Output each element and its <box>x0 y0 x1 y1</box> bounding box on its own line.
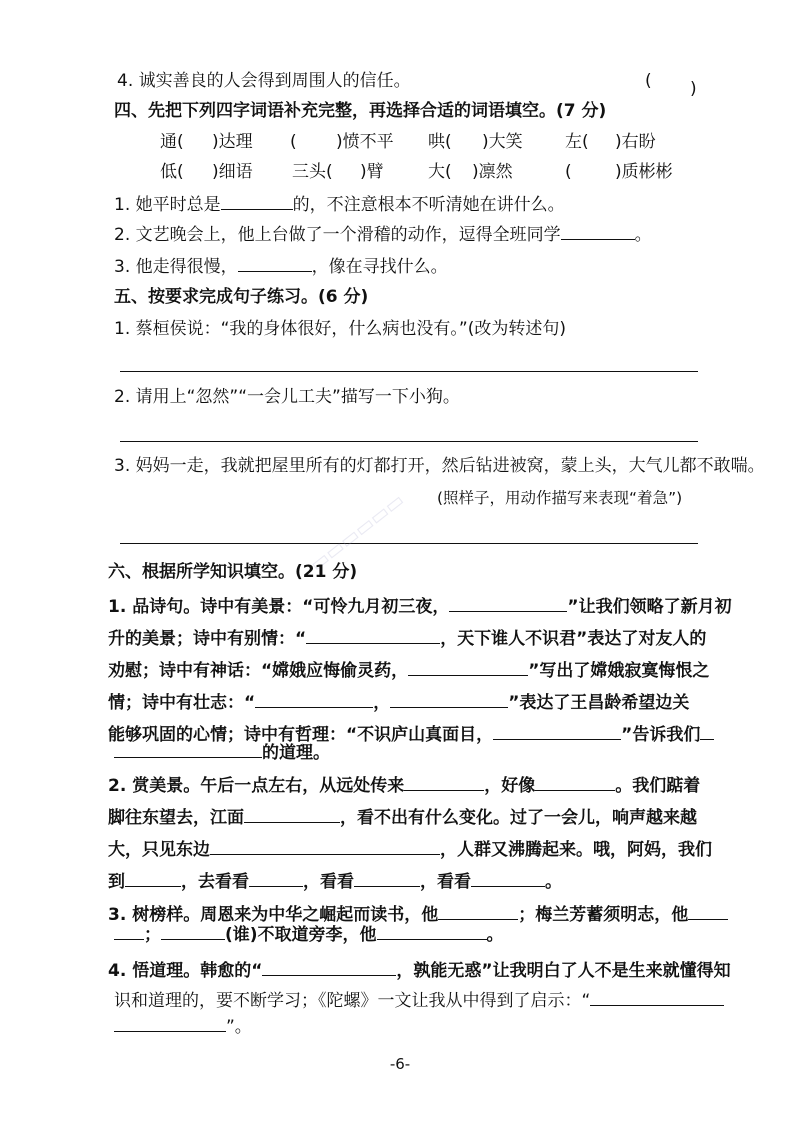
sec6-p2-blank-7[interactable] <box>354 869 420 887</box>
sec6-p2-line3 <box>108 837 712 861</box>
sec4-q2-text-b: 。 <box>634 225 652 245</box>
sec6-p3-l2-text-c: (谁)不取道旁李，他 <box>225 925 377 945</box>
idiom-3-part-b: )大笑 <box>482 132 523 152</box>
sec6-p2-blank-3[interactable] <box>244 805 340 823</box>
sec6-p1-l4-text-a: 情；诗中有壮志：“ <box>108 693 256 713</box>
q4-text: 4. 诚实善良的人会得到周围人的信任。 <box>117 71 411 91</box>
sec6-p2-l3-text-b: ，人群又沸腾起来。哦，阿妈，我们 <box>440 840 712 860</box>
sec6-p2-l2-text-b: ，看不出有什么变化。过了一会儿，响声越来越 <box>340 808 697 828</box>
sec4-q2 <box>114 222 652 246</box>
sec6-p1-blank-1[interactable] <box>449 594 567 612</box>
sec6-p2-blank-5[interactable] <box>125 869 181 887</box>
sec6-p1-line3 <box>108 658 709 682</box>
idiom-7-part-b: )凛然 <box>472 162 513 182</box>
sec5-q3: 3. 妈妈一走，我就把屋里所有的灯都打开，然后钻进被窝，蒙上头，大气儿都不敢喘。 <box>114 456 765 476</box>
sec4-q3-text-a: 3. 他走得很慢， <box>114 257 238 277</box>
sec6-p1-l6-text-b: 的道理。 <box>262 743 330 763</box>
idiom-2-part-a: ( <box>290 132 297 152</box>
sec6-p2-blank-6[interactable] <box>249 869 303 887</box>
sec4-q2-text-a: 2. 文艺晚会上，他上台做了一个滑稽的动作，逗得全班同学 <box>114 225 561 245</box>
q4-answer-paren-open: ( <box>645 71 652 91</box>
sec6-p2-l2-text-a: 脚往东望去，江面 <box>108 808 244 828</box>
section-6-title: 六、根据所学知识填空。(21 分) <box>108 562 358 582</box>
idiom-6-part-b: )臂 <box>360 162 384 182</box>
sec6-p1-l3-text-b: ”写出了嫦娥寂寞悔恨之 <box>528 661 710 681</box>
section-5-title: 五、按要求完成句子练习。(6 分) <box>114 287 369 307</box>
sec6-p1-line2 <box>108 626 706 650</box>
sec5-q1-answer-line[interactable] <box>120 371 698 372</box>
sec6-p3-l1-text-a: 3. 树榜样。周恩来为中华之崛起而读书，他 <box>108 905 439 925</box>
idiom-6-part-a: 三头( <box>292 162 333 182</box>
idiom-5-part-b: )细语 <box>212 162 253 182</box>
sec6-p4-line1 <box>108 958 731 982</box>
sec6-p1-l5-text-a: 能够巩固的心情；诗中有哲理：“不识庐山真面目， <box>108 725 494 745</box>
idiom-3-part-a: 哄( <box>428 132 452 152</box>
sec6-p1-l2-text-b: ，天下谁人不识君”表达了对友人的 <box>440 629 707 649</box>
sec6-p3-blank-2b[interactable] <box>114 922 144 940</box>
idiom-7-part-a: 大( <box>428 162 452 182</box>
sec6-p2-blank-2[interactable] <box>535 773 615 791</box>
sec6-p2-blank-4[interactable] <box>210 837 440 855</box>
sec4-q3-blank[interactable] <box>238 254 312 272</box>
sec6-p1-l1-text-b: ”让我们领略了新月初 <box>567 597 732 617</box>
sec6-p4-l1-text-b: ，孰能无惑”让我明白了人不是生来就懂得知 <box>396 961 731 981</box>
sec6-p1-blank-6[interactable] <box>493 722 621 740</box>
sec6-p1-blank-7a[interactable] <box>700 722 714 740</box>
sec6-p1-l4-text-c: ”表达了王昌龄希望边关 <box>508 693 690 713</box>
sec6-p2-l1-text-c: 。我们踮着 <box>615 776 701 796</box>
sec4-q1-text-a: 1. 她平时总是 <box>114 195 221 215</box>
sec6-p3-blank-4[interactable] <box>377 922 487 940</box>
sec6-p3-blank-1[interactable] <box>438 902 518 920</box>
idiom-1-part-a: 通( <box>160 132 184 152</box>
page-number: -6- <box>389 1055 411 1073</box>
sec6-p1-blank-2[interactable] <box>306 626 440 644</box>
sec4-q1-blank[interactable] <box>221 192 293 210</box>
sec6-p4-blank-2b[interactable] <box>114 1014 226 1032</box>
sec6-p4-line3 <box>114 1014 252 1038</box>
sec6-p2-l4-text-d: ，看看 <box>420 872 471 892</box>
sec4-q1 <box>114 192 565 216</box>
sec6-p4-l1-text-a: 4. 悟道理。韩愈的“ <box>108 961 263 981</box>
sec6-p2-l3-text-a: 大，只见东边 <box>108 840 210 860</box>
sec6-p3-l2-text-b: ； <box>144 925 161 945</box>
sec5-q1: 1. 蔡桓侯说：“我的身体很好，什么病也没有。”(改为转述句) <box>114 319 567 339</box>
sec6-p4-line2 <box>114 988 724 1012</box>
sec6-p1-line6 <box>114 740 330 764</box>
sec6-p4-l2-text-a: 识和道理的，要不断学习；《陀螺》一文让我从中得到了启示：“ <box>114 991 591 1011</box>
sec6-p2-l4-text-a: 到 <box>108 872 125 892</box>
idiom-8-part-b: )质彬彬 <box>615 162 673 182</box>
sec4-q2-blank[interactable] <box>561 222 635 240</box>
sec6-p3-blank-3[interactable] <box>161 922 225 940</box>
sec5-q2: 2. 请用上“忽然”“一会儿工夫”描写一下小狗。 <box>114 387 460 407</box>
sec5-q3-answer-line[interactable] <box>120 543 698 544</box>
sec4-q3-text-b: ，像在寻找什么。 <box>311 257 448 277</box>
sec6-p1-line1 <box>108 594 732 618</box>
sec6-p3-line2 <box>114 922 504 946</box>
sec6-p1-blank-7b[interactable] <box>114 740 262 758</box>
sec6-p2-l1-text-a: 2. 赏美景。午后一点左右，从远处传来 <box>108 776 405 796</box>
idiom-4-part-a: 左( <box>565 132 589 152</box>
sec6-p2-blank-1[interactable] <box>404 773 484 791</box>
sec6-p2-l4-text-e: 。 <box>545 872 562 892</box>
sec4-q1-text-b: 的，不注意根本不听清她在讲什么。 <box>292 195 565 215</box>
sec6-p1-line4 <box>108 690 689 714</box>
sec6-p4-blank-1[interactable] <box>262 958 396 976</box>
sec6-p3-l2-text-d: 。 <box>486 925 504 945</box>
sec6-p2-l1-text-b: ，好像 <box>484 776 536 796</box>
idiom-8-part-a: ( <box>565 162 572 182</box>
sec4-q3 <box>114 254 448 278</box>
sec6-p2-line4 <box>108 869 562 893</box>
sec6-p1-blank-3[interactable] <box>408 658 528 676</box>
sec5-q2-answer-line[interactable] <box>120 441 698 442</box>
sec6-p2-line2 <box>108 805 697 829</box>
sec6-p3-l1-text-b: ；梅兰芳蓄须明志，他 <box>518 905 689 925</box>
sec6-p1-l1-text-a: 1. 品诗句。诗中有美景：“可怜九月初三夜， <box>108 597 450 617</box>
sec6-p1-l2-text-a: 升的美景；诗中有别情：“ <box>108 629 307 649</box>
watermark: ▭▭▭▭▭▭ <box>304 487 409 577</box>
q4-answer-paren-close: ) <box>690 79 697 99</box>
sec6-p1-l4-text-b: ， <box>373 693 391 713</box>
sec6-p4-blank-2a[interactable] <box>590 988 724 1006</box>
sec5-q3-note: (照样子，用动作描写来表现“着急”) <box>437 489 683 507</box>
sec6-p2-blank-8[interactable] <box>471 869 545 887</box>
idiom-4-part-b: )右盼 <box>615 132 656 152</box>
sec6-p2-line1 <box>108 773 700 797</box>
idiom-2-part-b: )愤不平 <box>336 132 394 152</box>
section-4-title: 四、先把下列四字词语补充完整，再选择合适的词语填空。(7 分) <box>114 101 607 121</box>
sec6-p1-l3-text-a: 劝慰；诗中有神话：“嫦娥应悔偷灵药， <box>108 661 409 681</box>
idiom-5-part-a: 低( <box>160 162 184 182</box>
sec6-p1-blank-5[interactable] <box>390 690 508 708</box>
sec6-p1-l5-text-b: ”告诉我们 <box>621 725 701 745</box>
q4-statement <box>117 70 411 92</box>
sec6-p4-l3-text-b: ”。 <box>226 1017 252 1037</box>
sec6-p3-blank-2a[interactable] <box>688 902 728 920</box>
sec6-p2-l4-text-c: ，看看 <box>303 872 354 892</box>
idiom-1-part-b: )达理 <box>212 132 253 152</box>
sec6-p1-blank-4[interactable] <box>255 690 373 708</box>
sec6-p2-l4-text-b: ，去看看 <box>181 872 249 892</box>
